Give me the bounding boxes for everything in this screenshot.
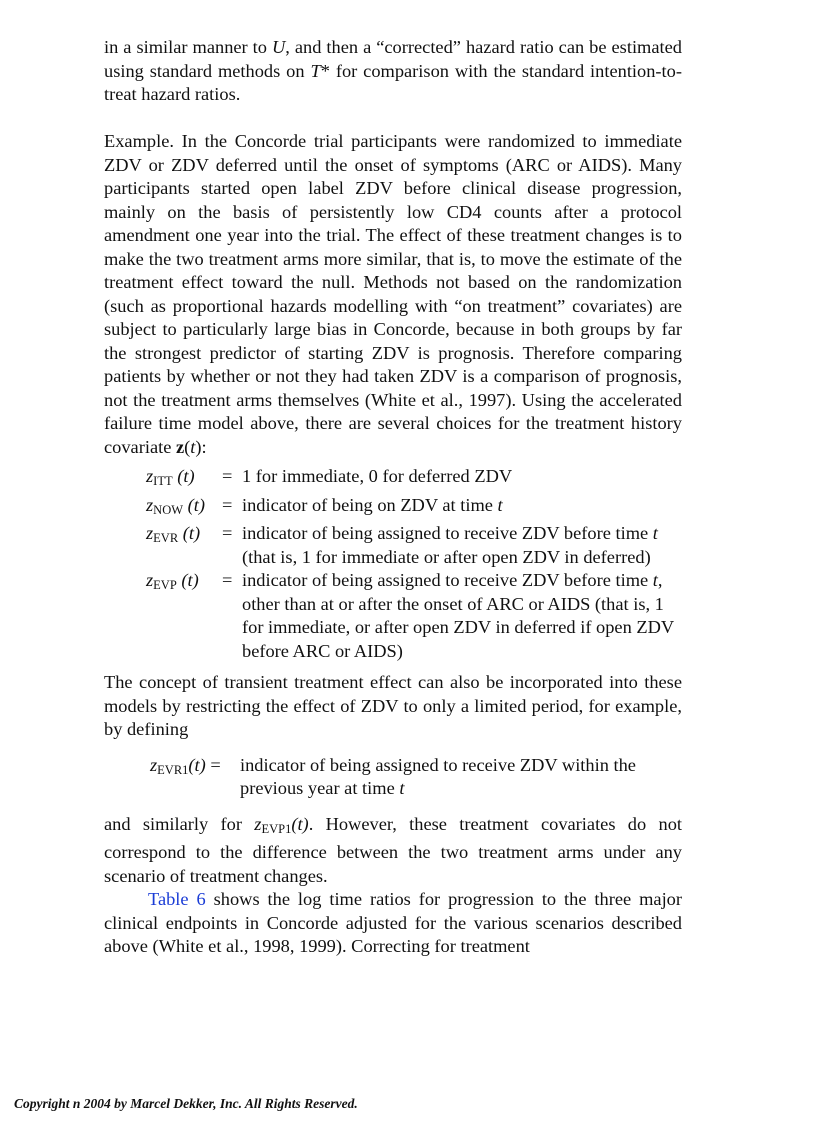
- symbol-u: U: [271, 37, 286, 57]
- definition-evp: indicator of being assigned to receive ZDV before time t, other than at or after the onset of ARC or AIDS (that is, 1 for immediate, or after open ZDV in deferred if open ZDV before ARC or AIDS): [242, 570, 674, 661]
- text: In the Concorde trial participants were randomized to immediate ZDV or ZDV deferred until the onset of symptoms (ARC or AIDS). Many participants started open label ZDV before clinical disease progression, mainly on the basis of persistently low CD4 counts after a protocol amendment one year into the trial. The effect of these treatment changes is to make the two treatment arms more similar, that is, to move the estimate of the treatment effect toward the null. Methods not based on the randomization (such as proportional hazards modelling with “on treatment” covariates) are subject to particularly large bias in Concorde, because in both groups by far the strongest predictor of starting ZDV is prognosis. Therefore comparing patients by whether or not they had taken ZDV is a comparison of prognosis, not the treatment arms themselves (White et al., 1997). Using the accelerated failure time model above, there are several choices for the treatment history covariate: [104, 131, 682, 457]
- page-body: [104, 36, 682, 959]
- equals-sign: =: [222, 570, 233, 590]
- paragraph-similarly: [104, 813, 682, 889]
- text: and similarly for: [104, 813, 255, 834]
- top-text-fragment: [300, 0, 420, 6]
- covariate-definition-evr1: [150, 754, 682, 801]
- symbol-z-evp: $z_{EVP}$ (t): [146, 570, 199, 592]
- symbol-z-now: $z_{NOW}$ (t): [146, 494, 205, 517]
- symbol-z-evr1: $z_{EVR1}(t)$ =: [150, 754, 221, 777]
- definition-evr1: indicator of being assigned to receive ZDV within the previous year at time t: [240, 754, 636, 798]
- equals-sign: =: [222, 523, 233, 543]
- text: ):: [195, 436, 207, 457]
- table-6-link[interactable]: Table 6: [148, 889, 206, 909]
- text: (: [184, 436, 191, 457]
- text: , and then a “corrected” hazard ratio can be estimated using standard methods on: [104, 37, 682, 81]
- symbol-z-bold: z: [175, 436, 185, 457]
- symbol-z-itt: $z_{ITT}$ (t): [146, 466, 195, 488]
- paragraph-example: [104, 130, 682, 459]
- paragraph-intro: [104, 36, 682, 107]
- equals-sign: =: [222, 466, 233, 486]
- symbol-z-evr: $z_{EVR}$ (t): [146, 523, 201, 545]
- symbol-t: t: [190, 436, 196, 457]
- symbol-t-star: T: [310, 60, 321, 81]
- paragraph-table-6: [104, 888, 682, 959]
- copyright-footer: Copyright n 2004 by Marcel Dekker, Inc. All Rights Reserved.: [14, 1096, 358, 1111]
- text: * for comparison with the standard intention-to-treat hazard ratios.: [104, 60, 682, 104]
- text: . However, these treatment covariates do not correspond to the difference between the two treatment arms under any scenario of treatment changes.: [104, 813, 682, 886]
- text: shows the log time ratios for progression to the three major clinical endpoints in Concorde adjusted for the various scenarios described above (White et al., 1998, 1999). Correcting for treatment: [104, 889, 683, 956]
- example-label: Example.: [104, 131, 174, 151]
- definition-now: indicator of being on ZDV at time t: [242, 494, 503, 515]
- equals-sign: =: [222, 494, 233, 515]
- definition-itt: 1 for immediate, 0 for deferred ZDV: [242, 466, 513, 486]
- covariate-definitions: [146, 465, 682, 663]
- paragraph-transient-effect: The concept of transient treatment effect can also be incorporated into these models by restricting the effect of ZDV to only a limited period, for example, by defining: [104, 672, 682, 739]
- text: in a similar manner to: [104, 37, 272, 57]
- definition-evr: indicator of being assigned to receive ZDV before time t (that is, 1 for immediate or after open ZDV in deferred): [242, 523, 658, 567]
- symbol-z-evp1: $z_{EVP1}(t)$: [254, 813, 309, 836]
